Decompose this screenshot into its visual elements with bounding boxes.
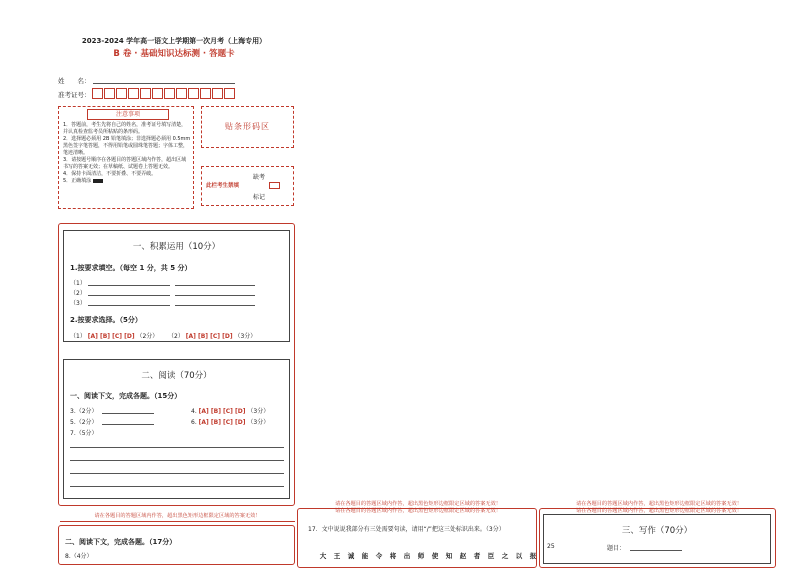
absent-note: 此栏考生禁填: [206, 183, 240, 189]
answer-line[interactable]: [70, 460, 284, 461]
divider: [60, 521, 295, 522]
part2-heading: 二、阅读下文，完成各题。（17分）: [65, 538, 177, 546]
notice-item: 2．选择题必须用 2B 铅笔填涂；非选择题必须用 0.5mm 黑色签字笔答题，不得用铅笔或圆珠笔答题；字体工整，笔迹清晰。: [63, 136, 191, 156]
warning-text: 请在各题目的答题区域内作答，超出黑色矩形边框限定区域的答案无效！: [575, 501, 742, 507]
section-3-title: 三、写作（70分）: [621, 526, 693, 536]
section-3-box: [543, 514, 771, 564]
answer-area-left-2: [58, 525, 295, 565]
q17-prompt: 17．文中说说我部分有三处需要句读，请用“/”把这三处标识出来。（3分）: [308, 526, 505, 533]
blank-line[interactable]: [175, 305, 255, 306]
blank-line[interactable]: [175, 295, 255, 296]
warning-text: 请在各题目的答题区域内作答，超出黑色矩形边框限定区域的答案无效！: [94, 513, 261, 519]
q2-heading: 2.按要求选择。（5分）: [70, 316, 142, 324]
section-1-box: [63, 230, 290, 342]
notice-list: [63, 122, 191, 185]
notice-item: 1．答题前，考生先将自己的姓名，准考证号填写清楚，并认真检查监考员所粘贴的条形码。: [63, 122, 187, 135]
notice-heading: 注意事项: [87, 109, 169, 120]
filled-mark-example: [93, 179, 103, 183]
sheet-title: B 卷 · 基础知识达标测 · 答题卡: [113, 49, 235, 59]
choice-row[interactable]: （2） [A] [B] [C] [D] （3分）: [168, 333, 257, 340]
choice-row[interactable]: 4. [A] [B] [C] [D] （3分）: [191, 408, 270, 415]
answer-area-middle: [297, 508, 537, 568]
name-field[interactable]: [93, 83, 235, 84]
blank-label: （1）: [70, 280, 86, 287]
answer-label: 7.（5分）: [70, 430, 98, 437]
part1-heading: 一、阅读下文，完成各题。（15分）: [70, 392, 182, 400]
notice-box: [58, 106, 194, 209]
classical-text[interactable]: 大 王 诚 能 令 将 出 师 使 知 赵 者 臣 之 以 报: [319, 552, 537, 560]
absent-checkbox[interactable]: [269, 182, 280, 189]
answer-line[interactable]: [70, 473, 284, 474]
topic-line[interactable]: [630, 550, 682, 551]
answer-line[interactable]: [102, 424, 154, 425]
absent-label: 缺考: [253, 174, 266, 181]
answer-line[interactable]: [102, 413, 154, 414]
section-1-title: 一、积累运用（10分）: [132, 242, 221, 252]
answer-line[interactable]: [70, 447, 284, 448]
notice-item: 4．保持卡面清洁，不要折叠、不要弄破。: [63, 171, 157, 177]
q1-heading: 1.按要求填空。（每空 1 分，共 5 分）: [70, 264, 192, 272]
barcode-area: 贴条形码区: [201, 106, 294, 148]
blank-line[interactable]: [175, 285, 255, 286]
choice-row[interactable]: 6. [A] [B] [C] [D] （3分）: [191, 419, 270, 426]
section-2-title: 二、阅读（70分）: [141, 371, 212, 381]
q25-label: 25: [547, 543, 555, 550]
exam-title: 2023-2024 学年高一语文上学期第一次月考（上海专用）: [81, 37, 267, 45]
blank-line[interactable]: [88, 305, 170, 306]
answer-label: 5.（2分）: [70, 419, 98, 426]
blank-line[interactable]: [88, 295, 170, 296]
section-2-box: [63, 359, 290, 499]
name-label: 姓 名：: [58, 77, 91, 85]
answer-label: 3.（2分）: [70, 408, 98, 415]
blank-line[interactable]: [88, 285, 170, 286]
q8-label: 8.（4分）: [65, 553, 93, 560]
answer-line[interactable]: [70, 486, 284, 487]
blank-label: （2）: [70, 290, 86, 297]
warning-text: 请在各题目的答题区域内作答，超出黑色矩形边框限定区域的答案无效！: [334, 508, 501, 514]
notice-item: 3．请按题号顺序在各题目的答题区域内作答，超出区域书写的答案无效；在草稿纸、试题卷上答题无效。: [63, 157, 187, 170]
topic-label: 题目：: [607, 545, 626, 552]
warning-text: 请在各题目的答题区域内作答，超出黑色矩形边框限定区域的答案无效！: [334, 501, 501, 507]
notice-item: 5．正确填涂: [63, 178, 92, 184]
choice-row[interactable]: （1） [A] [B] [C] [D] （2分）: [70, 333, 159, 340]
absent-mark-box: [201, 166, 294, 206]
id-label: 准考证号：: [58, 91, 91, 99]
blank-label: （3）: [70, 300, 86, 307]
warning-text: 请在各题目的答题区域内作答，超出黑色矩形边框限定区域的答案无效！: [575, 508, 742, 514]
mark-label: 标记: [253, 194, 266, 201]
